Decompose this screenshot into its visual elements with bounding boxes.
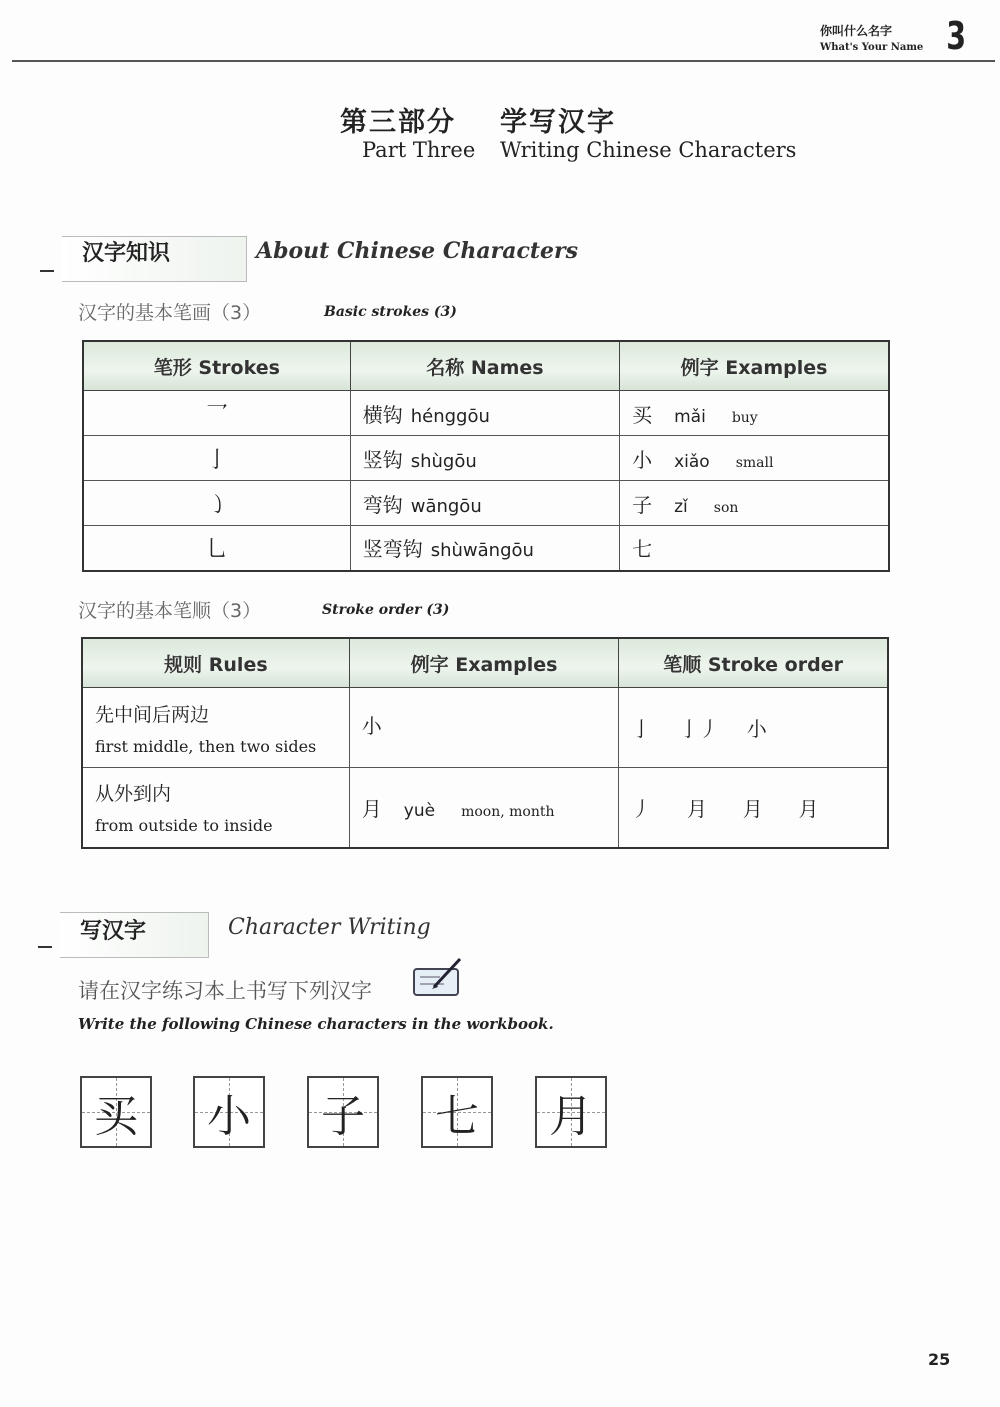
table-row [83, 391, 889, 436]
stroke-shape: 乚 [83, 526, 350, 571]
column-header: 例字 Examples [349, 638, 618, 688]
example-meaning: small [735, 454, 774, 471]
rule-example [349, 768, 618, 848]
practice-char-box [421, 1076, 493, 1148]
example-char: 买 [632, 402, 653, 427]
table-row [83, 481, 889, 526]
order-heading-cn: 汉字的基本笔顺（3） [78, 600, 262, 622]
sequence-step: 亅丿 [678, 717, 719, 741]
example-pinyin: yuè [403, 800, 436, 821]
table-row [83, 526, 889, 571]
practice-char-box [535, 1076, 607, 1148]
example-char: 小 [632, 447, 653, 472]
column-header: 规则 Rules [82, 638, 349, 688]
example-char: 七 [632, 537, 653, 562]
chapter-title-en: What's Your Name [820, 42, 924, 53]
page-number: 25 [928, 1350, 951, 1369]
stroke-name [350, 436, 619, 481]
table-header-row [82, 638, 888, 688]
rule-en: from outside to inside [95, 816, 273, 836]
example-pinyin: xiǎo [674, 451, 710, 472]
example-char: 子 [632, 492, 653, 517]
stroke-name-pinyin: shùgōu [410, 450, 477, 472]
rule-cell [82, 688, 349, 768]
about-title-cn: 汉字知识 [82, 241, 171, 266]
stroke-name-cn: 横钩 [362, 402, 403, 427]
stroke-name-cn: 竖钩 [362, 447, 403, 472]
example-meaning: buy [731, 409, 758, 426]
header-divider [12, 60, 995, 62]
example-pinyin: zǐ [674, 496, 688, 517]
stroke-name [350, 526, 619, 571]
stroke-name-cn: 竖弯钩 [362, 537, 423, 562]
stroke-shape: 乛 [83, 391, 350, 436]
stroke-shape: 亅 [83, 436, 350, 481]
instruction-en: Write the following Chinese characters in the workbook. [78, 1015, 554, 1033]
rule-en: first middle, then two sides [95, 736, 317, 756]
table-header-row [83, 341, 889, 391]
stroke-example [620, 436, 889, 481]
rule-cn: 从外到内 [95, 783, 172, 806]
about-title-en: About Chinese Characters [256, 238, 578, 264]
strokes-heading-en: Basic strokes (3) [324, 304, 457, 320]
sequence-step: 月 [686, 796, 707, 821]
practice-char: 子 [321, 1091, 365, 1142]
stroke-shape: ㇁ [83, 481, 350, 526]
chapter-number: 3 [946, 14, 967, 58]
stroke-example [620, 481, 889, 526]
chapter-title-cn: 你叫什么名字 [820, 24, 893, 38]
order-heading-en: Stroke order (3) [322, 602, 450, 618]
section-marker-icon [38, 946, 52, 948]
example-char: 月 [361, 796, 382, 821]
part-title-en: Writing Chinese Characters [500, 138, 797, 162]
example-pinyin: mǎi [674, 406, 706, 427]
stroke-name-pinyin: shùwāngōu [430, 540, 534, 562]
practice-char: 七 [435, 1091, 479, 1142]
stroke-name-pinyin: wāngōu [410, 495, 482, 517]
practice-char: 月 [549, 1091, 593, 1142]
table-row [82, 768, 888, 848]
practice-char-box [193, 1076, 265, 1148]
part-label-cn: 第三部分 [340, 107, 456, 138]
part-title-cn: 学写汉字 [500, 107, 616, 138]
practice-char: 买 [94, 1091, 138, 1142]
practice-char: 小 [207, 1091, 251, 1142]
stroke-order-table [81, 637, 889, 849]
example-meaning: son [713, 499, 739, 516]
column-header: 笔形 Strokes [83, 341, 350, 391]
stroke-name [350, 481, 619, 526]
stroke-name-pinyin: hénggōu [410, 405, 490, 427]
strokes-heading-cn: 汉字的基本笔画（3） [78, 302, 262, 324]
strokes-table [82, 340, 890, 572]
column-header: 笔顺 Stroke order [619, 638, 888, 688]
stroke-sequence [619, 688, 888, 768]
sequence-step: 丿 [631, 796, 652, 821]
stroke-example [620, 526, 889, 571]
stroke-sequence [619, 768, 888, 848]
sequence-step: 月 [798, 796, 819, 821]
workbook-pencil-icon [410, 955, 466, 999]
practice-char-box [307, 1076, 379, 1148]
example-char: 小 [361, 714, 382, 738]
sequence-step: 小 [746, 717, 767, 741]
writing-title-en: Character Writing [228, 915, 431, 940]
section-marker-icon [40, 270, 54, 272]
instruction-cn: 请在汉字练习本上书写下列汉字 [78, 979, 372, 1003]
table-row [82, 688, 888, 768]
practice-char-box [80, 1076, 152, 1148]
table-row [83, 436, 889, 481]
writing-title-cn: 写汉字 [80, 919, 147, 944]
sequence-step: 月 [742, 796, 763, 821]
sequence-step: 亅 [631, 717, 652, 741]
stroke-example [620, 391, 889, 436]
example-meaning: moon, month [461, 803, 555, 820]
column-header: 例字 Examples [620, 341, 889, 391]
rule-example [349, 688, 618, 768]
stroke-name-cn: 弯钩 [362, 492, 403, 517]
column-header: 名称 Names [350, 341, 619, 391]
rule-cell [82, 768, 349, 848]
part-label-en: Part Three [362, 138, 476, 162]
rule-cn: 先中间后两边 [95, 703, 210, 726]
stroke-name [350, 391, 619, 436]
